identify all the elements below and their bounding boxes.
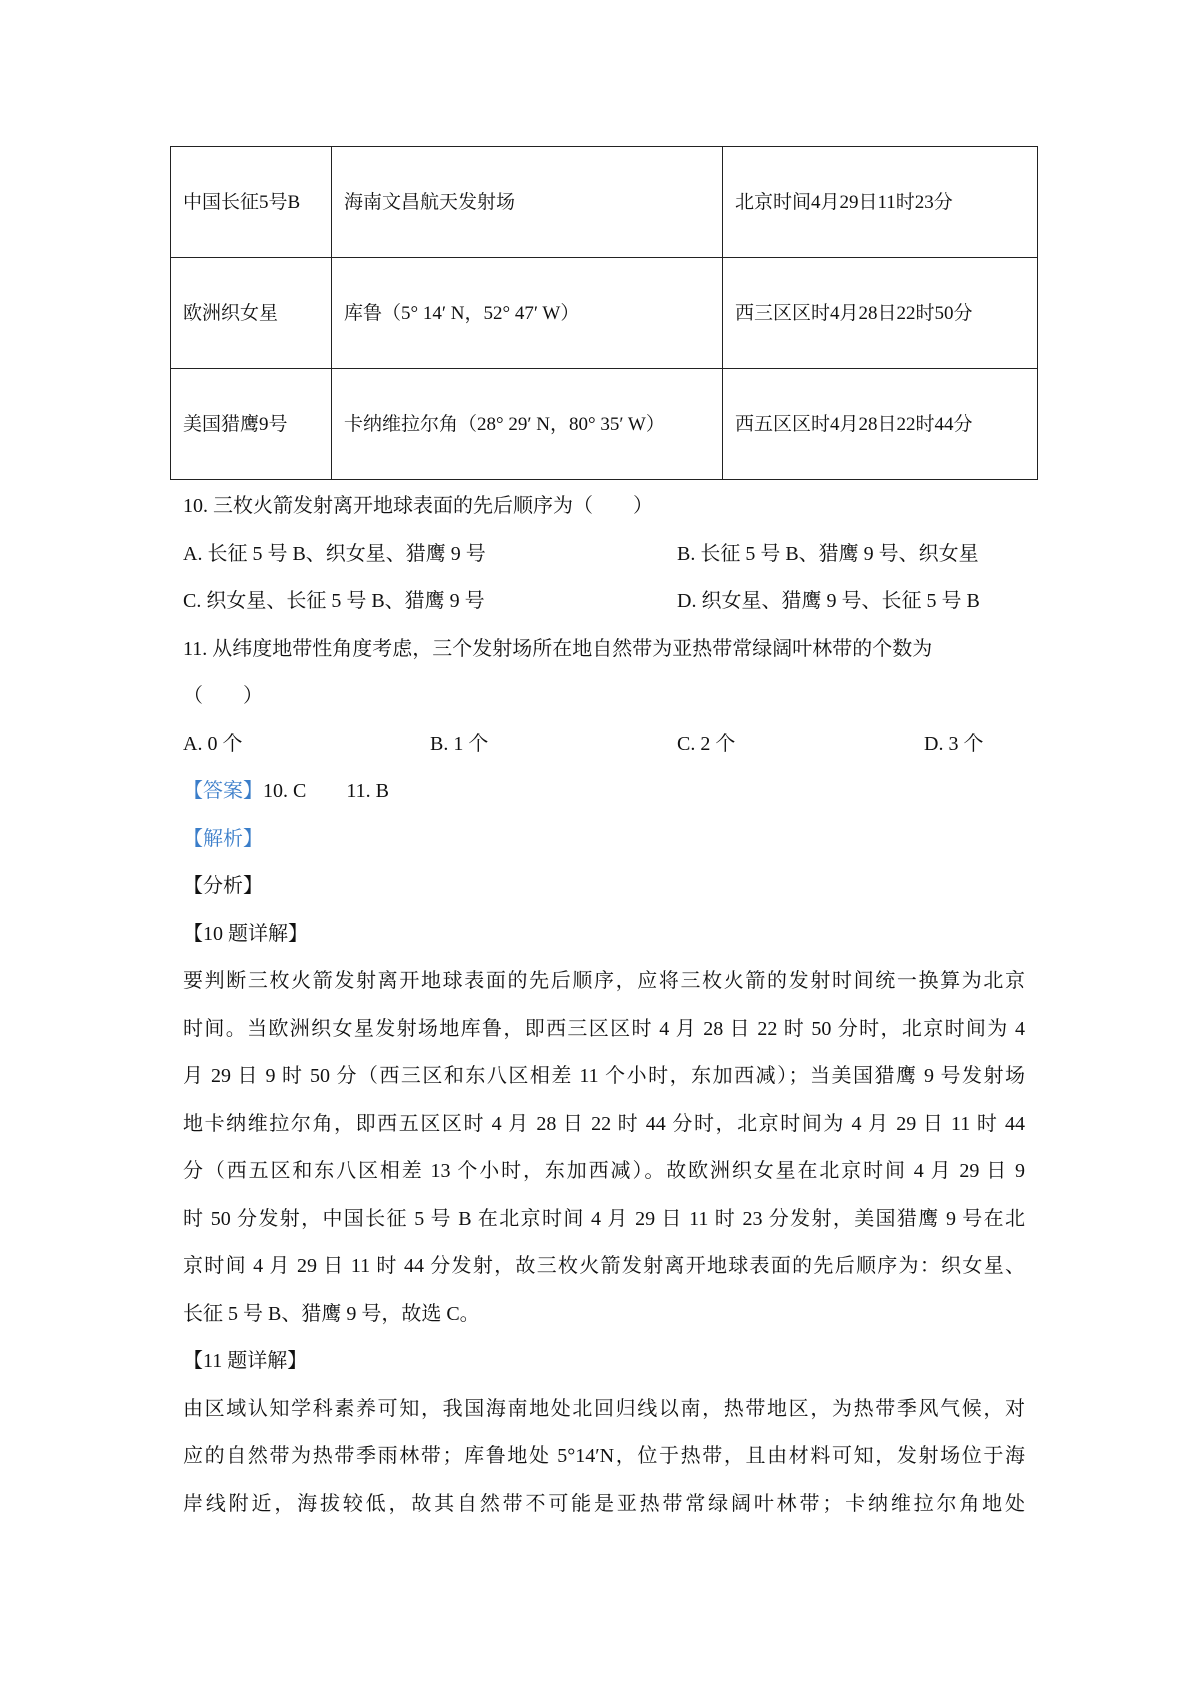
detail11-line: 应的自然带为热带季雨林带；库鲁地处 5°14′N，位于热带，且由材料可知，发射场位于海 — [183, 1445, 1025, 1467]
q10-stem: 10. 三枚火箭发射离开地球表面的先后顺序为（ ） — [183, 495, 653, 517]
time-cell: 西五区区时4月28日22时44分 — [723, 369, 1038, 480]
q11-paren: （ ） — [183, 685, 263, 707]
q10-option-b: B. 长征 5 号 B、猎鹰 9 号、织女星 — [677, 542, 979, 565]
detail11-line: 岸线附近，海拔较低，故其自然带不可能是亚热带常绿阔叶林带；卡纳维拉尔角地处 — [183, 1492, 1025, 1515]
q10-options-row — [183, 531, 1025, 579]
detail10-line: 地卡纳维拉尔角，即西五区区时 4 月 28 日 22 时 44 分时，北京时间为 4 月 29 日 11 时 44 — [183, 1112, 1025, 1135]
detail10-line: 长征 5 号 B、猎鹰 9 号，故选 C。 — [183, 1302, 480, 1325]
detail10-line: 月 29 日 9 时 50 分（西三区和东八区相差 11 个小时，东加西减）；当美国猎鹰 9 号发射场 — [183, 1065, 1025, 1087]
detail11-label: 【11 题详解】 — [183, 1350, 308, 1372]
q11-option-b: B. 1 个 — [430, 732, 489, 755]
q10-option-a: A. 长征 5 号 B、织女星、猎鹰 9 号 — [183, 542, 486, 565]
launch-table — [170, 146, 1038, 480]
answer-text: 10. C 11. B — [263, 780, 389, 802]
detail10-line: 京时间 4 月 29 日 11 时 44 分发射，故三枚火箭发射离开地球表面的先后顺序为：织女星、 — [183, 1255, 1025, 1277]
detail10-label: 【10 题详解】 — [183, 922, 308, 945]
table-row — [171, 369, 1038, 480]
rocket-cell: 中国长征5号B — [171, 147, 332, 258]
detail10-line: 时间。当欧洲织女星发射场地库鲁，即西三区区时 4 月 28 日 22 时 50 分时，北京时间为 4 — [183, 1017, 1025, 1040]
site-cell: 海南文昌航天发射场 — [332, 147, 723, 258]
q11-option-a: A. 0 个 — [183, 732, 243, 755]
answer-line — [183, 768, 1025, 816]
detail11-line: 由区域认知学科素养可知，我国海南地处北回归线以南，热带地区，为热带季风气候，对 — [183, 1397, 1025, 1420]
time-cell: 北京时间4月29日11时23分 — [723, 147, 1038, 258]
q11-option-d: D. 3 个 — [924, 732, 984, 755]
document-body — [183, 483, 1025, 1528]
rocket-cell: 美国猎鹰9号 — [171, 369, 332, 480]
detail10-line: 分（西五区和东八区相差 13 个小时，东加西减）。故欧洲织女星在北京时间 4 月 29 日 9 — [183, 1160, 1025, 1182]
rocket-cell: 欧洲织女星 — [171, 258, 332, 369]
answer-label: 【答案】 — [183, 780, 263, 802]
detail10-line: 要判断三枚火箭发射离开地球表面的先后顺序，应将三枚火箭的发射时间统一换算为北京 — [183, 970, 1025, 992]
site-cell: 库鲁（5° 14′ N，52° 47′ W） — [332, 258, 723, 369]
q11-options-row — [183, 721, 1025, 769]
fenxi-label: 【分析】 — [183, 875, 263, 897]
analysis-label: 【解析】 — [183, 827, 263, 850]
q10-option-c: C. 织女星、长征 5 号 B、猎鹰 9 号 — [183, 590, 485, 612]
detail10-line: 时 50 分发射，中国长征 5 号 B 在北京时间 4 月 29 日 11 时 23 分发射，美国猎鹰 9 号在北 — [183, 1207, 1025, 1230]
table-row — [171, 258, 1038, 369]
q11-stem: 11. 从纬度地带性角度考虑，三个发射场所在地自然带为亚热带常绿阔叶林带的个数为 — [183, 637, 933, 660]
q11-option-c: C. 2 个 — [677, 732, 736, 755]
site-cell: 卡纳维拉尔角（28° 29′ N，80° 35′ W） — [332, 369, 723, 480]
q10-option-d: D. 织女星、猎鹰 9 号、长征 5 号 B — [677, 590, 980, 612]
time-cell: 西三区区时4月28日22时50分 — [723, 258, 1038, 369]
q10-options-row — [183, 578, 1025, 626]
table-row — [171, 147, 1038, 258]
